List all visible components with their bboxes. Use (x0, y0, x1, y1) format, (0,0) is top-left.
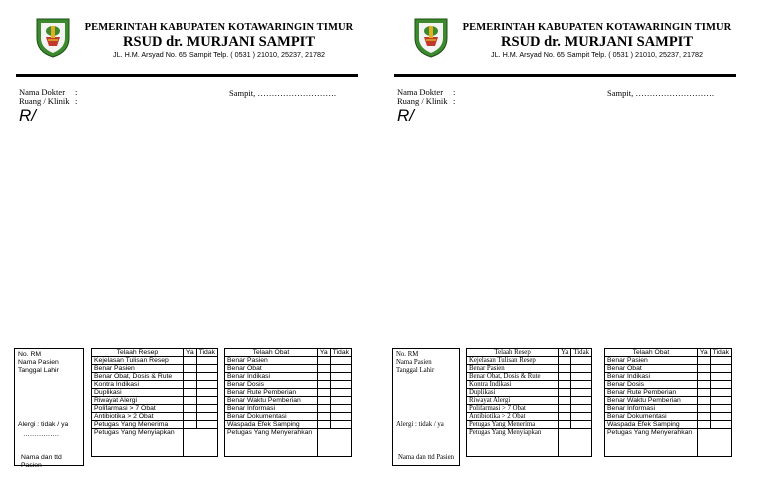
check-cell-ya[interactable] (559, 397, 571, 405)
checklist-item-label: Kejelasan Tulisan Resep (467, 357, 559, 365)
check-cell-ya[interactable] (697, 421, 710, 429)
checklist-row (92, 397, 218, 405)
checklist-item-label: Polifarmasi > 7 Obat (467, 405, 559, 413)
check-cell-tidak[interactable] (571, 405, 592, 413)
checklist-item-label: Benar Waktu Pemberian (225, 397, 318, 405)
checklist-item-label: Antibiotika > 2 Obat (467, 413, 559, 421)
check-cell-ya[interactable] (183, 381, 196, 389)
allergy-dots: ……………. (23, 431, 59, 438)
header-divider (16, 74, 358, 77)
check-cell-ya[interactable] (697, 397, 710, 405)
check-cell-tidak[interactable] (710, 365, 731, 373)
table-header-row (605, 349, 732, 357)
telaah-obat-table (604, 348, 732, 457)
check-cell-tidak[interactable] (330, 413, 351, 421)
check-cell-ya[interactable] (697, 413, 710, 421)
checklist-item-label: Petugas Yang Menerima (467, 421, 559, 429)
checklist-item-label: Antibiotika > 2 Obat (92, 413, 184, 421)
column-header-ya: Ya (317, 349, 330, 357)
checklist-item-label: Benar Obat, Dosis & Rute (467, 373, 559, 381)
check-cell-ya[interactable] (697, 405, 710, 413)
hospital-name: RSUD dr. MURJANI SAMPIT (122, 34, 315, 50)
check-cell-tidak[interactable] (196, 365, 217, 373)
check-cell-ya[interactable] (697, 389, 710, 397)
check-cell-tidak[interactable] (571, 389, 592, 397)
check-cell-tidak[interactable] (330, 373, 351, 381)
checklist-item-label: Benar Pasien (605, 357, 698, 365)
check-cell-tidak[interactable] (571, 413, 592, 421)
check-cell-tidak[interactable] (330, 381, 351, 389)
column-header-tidak: Tidak (330, 349, 351, 357)
allergy-label: Alergi : tidak / ya (18, 421, 69, 428)
check-cell-ya[interactable] (183, 405, 196, 413)
checklist-row (92, 381, 218, 389)
check-cell-ya[interactable] (317, 357, 330, 365)
header-divider (394, 74, 736, 77)
rm-label: No. RM (396, 351, 419, 358)
check-cell-tidak[interactable] (571, 373, 592, 381)
checklist-row (605, 421, 732, 429)
hospital-crest-icon (412, 16, 450, 58)
checklist-item-label: Waspada Efek Samping (605, 421, 698, 429)
room-label: Ruang / Klinik (19, 96, 70, 106)
checklist-item-label: Kontra Indikasi (92, 381, 184, 389)
check-cell-ya[interactable] (317, 413, 330, 421)
checklist-item-label: Riwayat Alergi (92, 397, 184, 405)
check-cell-ya[interactable] (317, 421, 330, 429)
hospital-name: RSUD dr. MURJANI SAMPIT (500, 34, 693, 50)
prescription-form-right (392, 0, 752, 501)
checklist-row (467, 381, 592, 389)
check-cell-tidak[interactable] (571, 357, 592, 365)
letterhead (452, 22, 742, 60)
checklist-item-label: Benar Informasi (225, 405, 318, 413)
checklist-item-label: Petugas Yang Menyiapkan (92, 429, 184, 457)
column-header-ya: Ya (697, 349, 710, 357)
rx-symbol: R/ (397, 106, 414, 125)
checklist-row (92, 421, 218, 429)
checklist-item-label: Benar Dosis (605, 381, 698, 389)
checklist-item-label: Petugas Yang Menyerahkan (605, 429, 698, 457)
checklist-item-label: Benar Waktu Pemberian (605, 397, 698, 405)
check-cell-tidak[interactable] (571, 365, 592, 373)
checklist-row (225, 397, 352, 405)
check-cell-ya[interactable] (317, 373, 330, 381)
column-header-title: Telaah Obat (605, 349, 698, 357)
date-line: Sampit, ………………………. (607, 88, 714, 98)
checklist-row (467, 405, 592, 413)
checklist-row (467, 421, 592, 429)
rm-label: No. RM (18, 351, 42, 358)
checklist-row (467, 365, 592, 373)
check-cell-ya[interactable] (183, 373, 196, 381)
check-cell-ya[interactable] (317, 397, 330, 405)
checklist-row (605, 357, 732, 365)
checklist-row (605, 397, 732, 405)
signature-cell[interactable] (559, 429, 592, 457)
check-cell-tidak[interactable] (330, 421, 351, 429)
checklist-item-label: Kontra Indikasi (467, 381, 559, 389)
checklist-item-label: Waspada Efek Samping (225, 421, 318, 429)
checklist-item-label: Benar Pasien (92, 365, 184, 373)
check-cell-tidak[interactable] (196, 397, 217, 405)
checklist-item-label: Benar Obat, Dosis & Rute (92, 373, 184, 381)
checklist-item-label: Duplikasi (92, 389, 184, 397)
check-cell-tidak[interactable] (330, 397, 351, 405)
checklist-row (225, 413, 352, 421)
check-cell-ya[interactable] (183, 357, 196, 365)
check-cell-tidak[interactable] (330, 389, 351, 397)
checklist-row (605, 389, 732, 397)
checklist-row (225, 357, 352, 365)
government-title: PEMERINTAH KABUPATEN KOTAWARINGIN TIMUR (462, 22, 732, 33)
telaah-resep-table (91, 348, 218, 457)
patient-box (14, 348, 84, 469)
patient-name-label: Nama Pasien (18, 359, 59, 366)
column-header-tidak: Tidak (196, 349, 217, 357)
checklist-row (92, 413, 218, 421)
hospital-address: JL. H.M. Arsyad No. 65 Sampit Telp. ( 0531 ) 21010, 25237, 21782 (112, 50, 326, 59)
checklist-row (467, 429, 592, 457)
column-header-title: Telaah Resep (467, 349, 559, 357)
check-cell-ya[interactable] (183, 421, 196, 429)
check-cell-tidak[interactable] (710, 373, 731, 381)
checklist-row (92, 373, 218, 381)
hospital-address: JL. H.M. Arsyad No. 65 Sampit Telp. ( 0531 ) 21010, 25237, 21782 (490, 50, 704, 59)
checklist-row (225, 373, 352, 381)
signature-cell[interactable] (183, 429, 217, 457)
checklist-item-label: Petugas Yang Menyiapkan (467, 429, 559, 457)
checklist-item-label: Benar Pasien (225, 357, 318, 365)
checklist-row (225, 381, 352, 389)
allergy-label: Alergi : tidak / ya (396, 421, 444, 428)
check-cell-ya[interactable] (697, 357, 710, 365)
letterhead (74, 22, 364, 60)
check-cell-tidak[interactable] (710, 405, 731, 413)
checklist-row (605, 365, 732, 373)
check-cell-tidak[interactable] (196, 413, 217, 421)
doctor-label: Nama Dokter (19, 87, 66, 97)
room-label: Ruang / Klinik (397, 96, 448, 106)
check-cell-tidak[interactable] (710, 357, 731, 365)
patient-box (392, 348, 460, 466)
checklist-item-label: Benar Obat (225, 365, 318, 373)
government-title: PEMERINTAH KABUPATEN KOTAWARINGIN TIMUR (84, 22, 354, 33)
check-cell-ya[interactable] (317, 405, 330, 413)
table-header-row (225, 349, 352, 357)
check-cell-ya[interactable] (559, 357, 571, 365)
column-header-ya: Ya (559, 349, 571, 357)
column-header-title: Telaah Obat (225, 349, 318, 357)
check-cell-tidak[interactable] (196, 373, 217, 381)
checklist-item-label: Benar Indikasi (605, 373, 698, 381)
checklist-row (225, 365, 352, 373)
check-cell-tidak[interactable] (196, 389, 217, 397)
checklist-row (605, 373, 732, 381)
table-header-row (467, 349, 592, 357)
column-header-title: Telaah Resep (92, 349, 184, 357)
check-cell-ya[interactable] (697, 373, 710, 381)
check-cell-tidak[interactable] (196, 405, 217, 413)
checklist-row (225, 405, 352, 413)
check-cell-tidak[interactable] (571, 421, 592, 429)
checklist-row (467, 373, 592, 381)
checklist-item-label: Riwayat Alergi (467, 397, 559, 405)
patient-signature-label: Nama dan ttd Pasien (398, 454, 455, 461)
checklist-row (225, 421, 352, 429)
check-cell-tidak[interactable] (571, 397, 592, 405)
check-cell-ya[interactable] (559, 365, 571, 373)
check-cell-ya[interactable] (317, 365, 330, 373)
column-header-tidak: Tidak (571, 349, 592, 357)
check-cell-tidak[interactable] (196, 421, 217, 429)
checklist-item-label: Benar Obat (605, 365, 698, 373)
patient-name-label: Nama Pasien (396, 359, 432, 366)
checklist-item-label: Petugas Yang Menyerahkan (225, 429, 318, 457)
check-cell-ya[interactable] (559, 421, 571, 429)
check-cell-ya[interactable] (317, 381, 330, 389)
checklist-item-label: Benar Informasi (605, 405, 698, 413)
check-cell-ya[interactable] (559, 405, 571, 413)
checklist-item-label: Benar Rute Pemberian (225, 389, 318, 397)
check-cell-ya[interactable] (559, 381, 571, 389)
check-cell-ya[interactable] (183, 365, 196, 373)
column-header-tidak: Tidak (710, 349, 731, 357)
table-header-row (92, 349, 218, 357)
hospital-crest-icon (34, 16, 72, 58)
signature-cell[interactable] (697, 429, 731, 457)
checklist-row (92, 365, 218, 373)
checklist-row (225, 429, 352, 457)
doctor-info: Nama Dokter : Ruang / Klinik : (19, 87, 78, 106)
column-header-ya: Ya (183, 349, 196, 357)
check-cell-ya[interactable] (559, 413, 571, 421)
checklist-row (605, 381, 732, 389)
checklist-row (225, 389, 352, 397)
doctor-label: Nama Dokter (397, 87, 444, 97)
signature-cell[interactable] (317, 429, 351, 457)
check-cell-ya[interactable] (559, 373, 571, 381)
checklist-item-label: Benar Rute Pemberian (605, 389, 698, 397)
checklist-item-label: Benar Dokumentasi (225, 413, 318, 421)
dob-label: Tanggal Lahir (396, 367, 435, 374)
check-cell-ya[interactable] (697, 365, 710, 373)
checklist-item-label: Kejelasan Tulisan Resep (92, 357, 184, 365)
check-cell-ya[interactable] (183, 397, 196, 405)
checklist-row (467, 413, 592, 421)
check-cell-tidak[interactable] (710, 397, 731, 405)
patient-signature-label: Nama dan ttd Pasien (21, 454, 62, 469)
check-cell-tidak[interactable] (196, 381, 217, 389)
check-cell-tidak[interactable] (330, 405, 351, 413)
checklist-row (467, 397, 592, 405)
dob-label: Tanggal Lahir (18, 367, 59, 374)
checklist-item-label: Petugas Yang Menerima (92, 421, 184, 429)
telaah-resep-table (466, 348, 592, 457)
date-line: Sampit, ………………………. (229, 88, 336, 98)
check-cell-tidak[interactable] (330, 365, 351, 373)
prescription-form-left (14, 0, 374, 501)
checklist-item-label: Duplikasi (467, 389, 559, 397)
checklist-row (605, 413, 732, 421)
rx-symbol: R/ (19, 106, 36, 125)
check-cell-tidak[interactable] (710, 413, 731, 421)
check-cell-tidak[interactable] (196, 357, 217, 365)
checklist-item-label: Polifarmasi > 7 Obat (92, 405, 184, 413)
check-cell-ya[interactable] (317, 389, 330, 397)
check-cell-tidak[interactable] (571, 381, 592, 389)
check-cell-tidak[interactable] (710, 421, 731, 429)
check-cell-ya[interactable] (559, 389, 571, 397)
checklist-item-label: Benar Dokumentasi (605, 413, 698, 421)
checklist-row (605, 405, 732, 413)
checklist-row (92, 389, 218, 397)
check-cell-ya[interactable] (183, 389, 196, 397)
checklist-row (92, 429, 218, 457)
check-cell-ya[interactable] (697, 381, 710, 389)
checklist-item-label: Benar Pasien (467, 365, 559, 373)
checklist-row (467, 389, 592, 397)
check-cell-tidak[interactable] (710, 381, 731, 389)
check-cell-tidak[interactable] (710, 389, 731, 397)
check-cell-ya[interactable] (183, 413, 196, 421)
checklist-row (92, 357, 218, 365)
checklist-row (92, 405, 218, 413)
doctor-info: Nama Dokter : Ruang / Klinik : (397, 87, 456, 106)
checklist-item-label: Benar Indikasi (225, 373, 318, 381)
check-cell-tidak[interactable] (330, 357, 351, 365)
checklist-row (605, 429, 732, 457)
telaah-obat-table (224, 348, 352, 457)
checklist-item-label: Benar Dosis (225, 381, 318, 389)
checklist-row (467, 357, 592, 365)
